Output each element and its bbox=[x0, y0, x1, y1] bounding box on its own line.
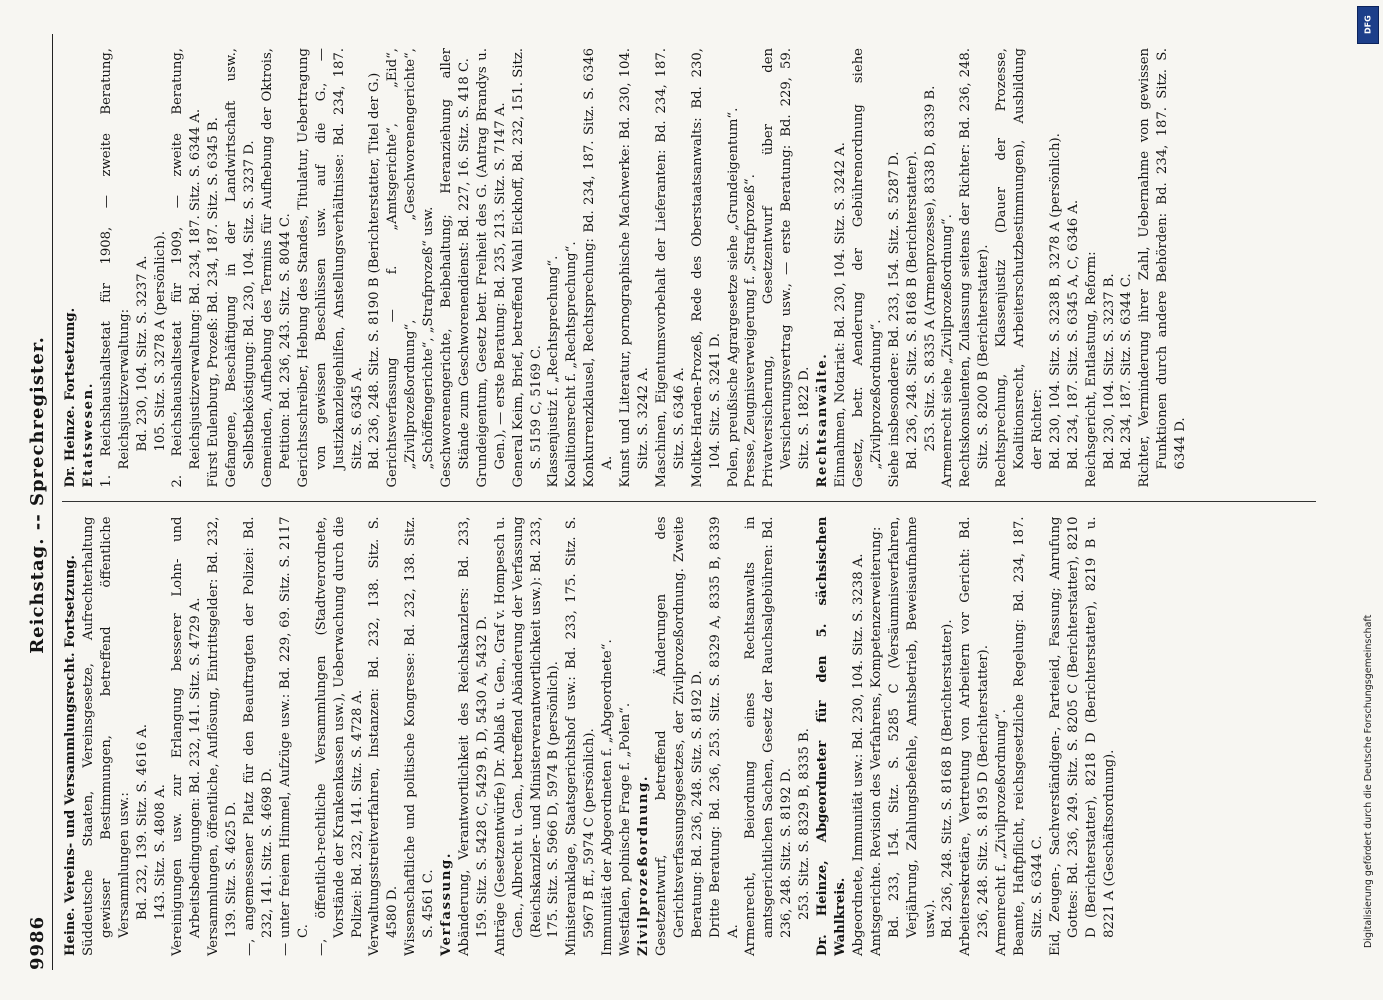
index-entry: Eid, Zeugen-, Sachverständigen-, Parteieid, Fassung; Anrufung Gottes: Bd. 236, 249. Sitz. S. 8205 C (Berichterstatter), 8210 D (Berichterstatter), 8218 D (Berichterstatter), 8219 B u. 8221 A (Geschäftsordnung). bbox=[1047, 516, 1117, 956]
right-column bbox=[62, 34, 1316, 502]
index-entry: Zivilprozeßordnung. bbox=[636, 774, 651, 956]
index-entry: Bd. 232, 139. Sitz. S. 4616 A. bbox=[134, 724, 150, 920]
index-entry: Amtsgerichte. Revision des Verfahrens, Kompetenzerweiterung: bbox=[868, 526, 884, 956]
index-entry: Beamte, Haftpflicht, reichsgesetzliche Regelung: Bd. 234, 187. Sitz. S. 6344 C. bbox=[1012, 516, 1045, 956]
index-entry: Bd. 234, 187. Sitz. S. 6344 C. bbox=[1119, 273, 1135, 470]
page-header bbox=[18, 34, 48, 970]
index-entry: Verfassung. bbox=[439, 851, 455, 956]
index-entry: Anträge (Gesetzentwürfe) Dr. Ablaß u. Gen., Graf v. Hompesch u. Gen., Albrecht u. Gen., betreffend Abänderung der Verfassung (Reichskanzler- und Ministerverantwortlichkeit usw.): Bd. 233, 175. Sitz. S. 5966 D, 5974 B (persönlich). bbox=[492, 516, 562, 956]
index-entry: Dr. Heinze, Abgeordneter für den 5. sächsischen Wahlkreis. bbox=[815, 516, 848, 956]
index-entry: General Keim, Brief, betreffend Wahl Eickhoff, Bd. 232, 151. Sitz. S. 5159 C, 5169 C. bbox=[510, 48, 544, 488]
index-entry: Süddeutsche Staaten, Vereinsgesetze, Aufrechterhaltung gewisser Bestimmungen, betreffend öffentliche Versammlungen usw.: bbox=[80, 516, 132, 956]
dfg-logo: DFG bbox=[1357, 6, 1379, 44]
index-entry: 105. Sitz. S. 3278 A (persönlich). bbox=[152, 231, 168, 452]
index-entry: Wissenschaftliche und politische Kongresse: Bd. 232, 138. Sitz. S. 4561 C. bbox=[403, 516, 437, 956]
index-entry: Gerichtsschreiber, Hebung des Standes, Titulatur, Uebertragung von gewissen Beschlüssen usw. auf die G., — Justizkanzleigehilfen, Anstellungsverhältnisse: Bd. 234, 187. Sitz. S. 6345 A. bbox=[295, 48, 365, 488]
index-entry: Gefangene, Beschäftigung in der Landwirtschaft usw., Selbstbeköstigung: Bd. 230, 104. Sitz. S. 3237 D. bbox=[224, 48, 258, 488]
index-entry: Armenrecht, Beiordnung eines Rechtsanwalts in amtsgerichtlichen Sachen, Gesetz der Rauchsalgebühren: Bd. 236, 248. Sitz. S. 8192 D. bbox=[743, 516, 795, 956]
index-entry: Heine. Vereins- und Versammlungsrecht. Fortsetzung. bbox=[63, 555, 78, 956]
index-entry: —, öffentlich-rechtliche Versammlungen (Stadtverordnete, Vorstände der Krankenkassen usw.), Ueberwachung durch die Polizei: Bd. 232, 141. Sitz. S. 4728 A. bbox=[313, 516, 365, 956]
index-entry: Richter, Verminderung ihrer Zahl, Uebernahme von gewissen Funktionen durch andere Behörden: Bd. 234, 187. Sitz. S. 6344 D. bbox=[1137, 48, 1189, 488]
index-entry: Rechtsanwälte. bbox=[815, 352, 831, 488]
index-entry: Immunität der Abgeordneten f. „Abgeordnete“. bbox=[600, 639, 616, 956]
index-entry: Bd. 233, 154. Sitz. S. 5285 C (Versäumnisverfahren, Verjährung, Zahlungsbefehle, Amtsbetrieb, Beweisaufnahme usw.). bbox=[886, 516, 938, 938]
index-entry: Dritte Beratung: Bd. 236, 253. Sitz. S. 8329 A, 8335 B, 8339 A. bbox=[707, 516, 741, 938]
index-entry: Gesetzentwurf, betreffend Änderungen des Gerichtsverfassungsgesetzes, der Zivilprozeßordnung. Zweite Beratung: Bd. 236, 248. Sitz. S. 8192 D. bbox=[653, 516, 705, 956]
index-entry: Bd. 236, 248. Sitz. S. 8190 B (Berichterstatter, Titel der G.) bbox=[367, 72, 383, 470]
index-entry: 143. Sitz. S. 4808 A. bbox=[152, 784, 168, 920]
index-entry: Rechtsprechung, Klassenjustiz (Dauer der Prozesse, Koalitionsrecht, Arbeiterschutzbestimmungen), Ausbildung der Richter: bbox=[994, 48, 1045, 488]
index-entry: Etatswesen. bbox=[80, 381, 96, 488]
index-entry: Arbeitersekretäre, Vertretung von Arbeitern vor Gericht: Bd. 236, 248. Sitz. S. 8195 D (Berichterstatter). bbox=[958, 516, 992, 956]
index-entry: — unter freiem Himmel, Aufzüge usw.: Bd. 229, 69. Sitz. S. 2117 C. bbox=[277, 516, 311, 956]
index-entry: Bd. 230, 104. Sitz. S. 3237 A. bbox=[134, 255, 150, 452]
index-entry: Polen, preußische Agrargesetze siehe „Grundeigentum“. bbox=[725, 107, 741, 488]
index-entry: Privatversicherung, Gesetzentwurf über den Versicherungsvertrag usw., — erste Beratung: Bd. 229, 59. Sitz. S. 1822 D. bbox=[761, 48, 813, 488]
index-entry: Rechtskonsulenten, Zulassung seitens der Richter: Bd. 236, 248. Sitz. S. 8200 B (Berichterstatter). bbox=[958, 48, 992, 488]
index-entry: Gemeinden, Aufhebung des Termins für Aufhebung der Oktrois, Petition: Bd. 236, 243. Sitz. S. 8044 C. bbox=[259, 48, 293, 488]
index-entry: Einnahmen, Notariat: Bd. 230, 104. Sitz. S. 3242 A. bbox=[832, 142, 848, 488]
index-entry: Maschinen, Eigentumsvorbehalt der Lieferanten: Bd. 234, 187. Sitz. S. 6346 A. bbox=[653, 48, 687, 488]
index-entry: Verwaltungsstreitverfahren, Instanzen: Bd. 232, 138. Sitz. S. 4580 D. bbox=[367, 516, 401, 956]
index-entry: Bd. 234, 187. Sitz. S. 6345 A, C, 6346 A. bbox=[1065, 199, 1081, 470]
index-entry: Geschworenengerichte, Beibehaltung; Heranziehung aller Stände zum Geschworenendienst: Bd. 227, 16. Sitz. S. 418 C. bbox=[439, 48, 472, 488]
index-entry: Klassenjustiz f. „Rechtsprechung“. bbox=[546, 255, 562, 488]
index-entry: Reichsgericht, Entlastung, Reform: bbox=[1083, 251, 1099, 488]
index-entry: Westfalen, polnische Frage f. „Polen“. bbox=[618, 702, 634, 956]
index-entry: Gesetz, betr. Aenderung der Gebührenordnung siehe „Zivilprozeßordnung“. bbox=[850, 48, 884, 488]
index-entry: 253. Sitz. S. 8335 A (Armenprozesse), 8338 D, 8339 B. bbox=[922, 85, 938, 452]
index-entry: Gerichtsverfassung — f. „Amtsgerichte“, „Eid“, „Zivilprozeßordnung“, „Geschworenengerichte“, „Schöffengerichte“, „Strafprozeß“ usw. bbox=[385, 48, 437, 488]
index-entry: 1. Reichshaushaltsetat für 1908, — zweite Beratung, Reichsjustizverwaltung: bbox=[98, 48, 132, 488]
index-entry: 2. Reichshaushaltsetat für 1909, — zweite Beratung, Reichsjustizverwaltung: Bd. 234, 187. Sitz. S. 6344 A. bbox=[170, 48, 204, 488]
index-entry: Moltke-Harden-Prozeß, Rede des Oberstaatsanwalts: Bd. 230, 104. Sitz. S. 3241 D. bbox=[689, 48, 723, 488]
left-column bbox=[62, 502, 1316, 971]
index-entry: Kunst und Literatur, pornographische Machwerke: Bd. 230, 104. Sitz. S. 3242 A. bbox=[618, 48, 651, 488]
index-entry: Bd. 236, 248. Sitz. S. 8168 B (Berichterstatter). bbox=[940, 619, 956, 938]
page-number: 9986 bbox=[27, 915, 48, 970]
page-title: Reichstag. -- Sprechregister. bbox=[27, 336, 48, 654]
index-entry: Presse, Zeugnisverweigerung f. „Strafprozeß“. bbox=[743, 174, 759, 488]
index-entry: Siehe insbesondere: Bd. 233, 154. Sitz. S. 5287 D. bbox=[886, 151, 902, 488]
index-entry: —, angemessener Platz für den Beauftragten der Polizei: Bd. 232, 141. Sitz. S. 4698 D. bbox=[242, 516, 275, 956]
index-entry: Abgeordnete, Immunität usw.: Bd. 230, 104. Sitz. S. 3238 A. bbox=[850, 553, 866, 956]
header-rule bbox=[52, 34, 53, 970]
index-entry: 253. Sitz. S. 8329 B, 8335 B. bbox=[797, 728, 813, 920]
index-entry: Abänderung, Verantwortlichkeit des Reichskanzlers: Bd. 233, 159. Sitz. S. 5428 C, 5429 B, D, 5430 A, 5432 D. bbox=[456, 516, 490, 956]
index-entry: Dr. Heinze. Fortsetzung. bbox=[63, 307, 78, 488]
index-entry: Bd. 230, 104. Sitz. S. 3237 B. bbox=[1101, 273, 1117, 470]
index-entry: Grundeigentum, Gesetz betr. Freiheit des G. (Antrag Brandys u. Gen.), — erste Beratung: Bd. 235, 213. Sitz. S. 7147 A. bbox=[474, 48, 508, 488]
index-entry: Koalitionsrecht f. „Rechtsprechung“. bbox=[564, 241, 580, 488]
index-entry: Bd. 230, 104. Sitz. S. 3238 B, 3278 A (persönlich). bbox=[1047, 133, 1063, 470]
index-entry: Armenrecht f. „Zivilprozeßordnung“. bbox=[994, 709, 1010, 956]
index-entry: Ministeranklage, Staatsgerichtshof usw.: Bd. 233, 175. Sitz. S. 5967 B ff., 5974 C (persönlich). bbox=[564, 516, 598, 956]
index-entry: Bd. 236, 248. Sitz. S. 8168 B (Berichterstatter). bbox=[904, 150, 920, 470]
index-entry: Vereinigungen usw. zur Erlangung besserer Lohn- und Arbeitsbedingungen: Bd. 232, 141. Sitz. S. 4729 A. bbox=[170, 516, 204, 956]
index-entry: Armenrecht siehe „Zivilprozeßordnung“. bbox=[940, 214, 956, 488]
index-columns bbox=[62, 34, 1316, 970]
index-entry: Versammlungen, öffentliche, Auflösung, Eintrittsgelder: Bd. 232, 139. Sitz. S. 4625 D. bbox=[206, 516, 240, 956]
digitization-credit: Digitalisierung gefördert durch die Deutsche Forschungsgemeinschaft bbox=[1363, 614, 1374, 948]
index-entry: Konkurrenzklausel, Rechtsprechung: Bd. 234, 187. Sitz. S. 6346 A. bbox=[582, 48, 616, 488]
index-entry: Fürst Eulenburg, Prozeß: Bd. 234, 187. Sitz. S. 6345 B. bbox=[206, 117, 222, 488]
